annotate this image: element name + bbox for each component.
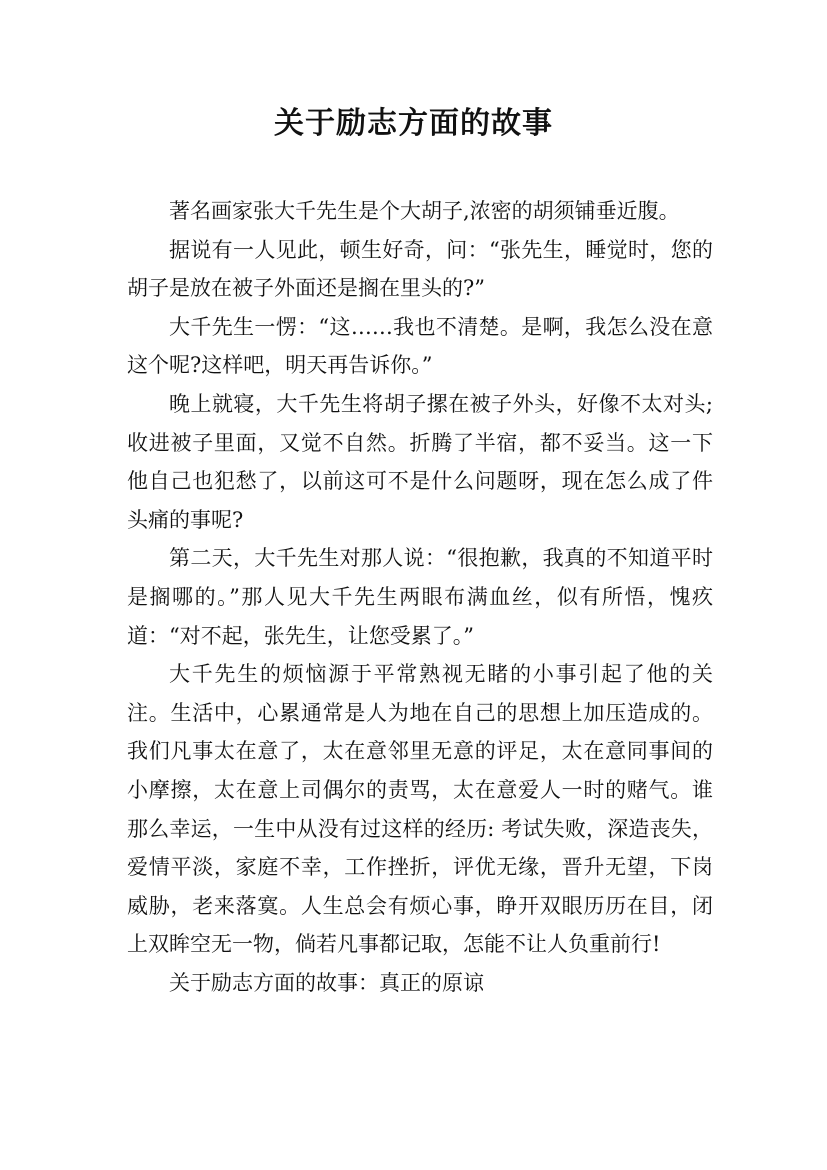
paragraph: 第二天，大千先生对那人说：“很抱歉，我真的不知道平时是搁哪的。”那人见大千先生两眼布满血丝，似有所悟，愧疚道：“对不起，张先生，让您受累了。” (127, 546, 713, 648)
paragraph: 据说有一人见此，顿生好奇，问：“张先生，睡觉时，您的胡子是放在被子外面还是搁在里头的?” (127, 237, 713, 301)
document-title: 关于励志方面的故事 (274, 106, 553, 141)
paragraph: 大千先生的烦恼源于平常熟视无睹的小事引起了他的关注。生活中，心累通常是人为地在自己的思想上加压造成的。我们凡事太在意了，太在意邻里无意的评足，太在意同事间的小摩擦，太在意上司偶尔的责骂，太在意爱人一时的赌气。谁那么幸运，一生中从没有过这样的经历: 考试失败，深造丧失，爱情平淡，家庭不幸，工作挫折，评优无缘，晋升无望，下岗威胁，老来落寞。人生总会有烦心事，睁开双眼历历在目，闭上双眸空无一物，倘若凡事都记取，怎能不让人负重前行! (127, 662, 713, 957)
paragraph: 晚上就寝，大千先生将胡子摞在被子外头，好像不太对头;收进被子里面，又觉不自然。折腾了半宿，都不妥当。这一下他自己也犯愁了，以前这可不是什么问题呀，现在怎么成了件头痛的事呢? (127, 391, 713, 532)
document-body (127, 192, 713, 1002)
section-heading: 关于励志方面的故事：真正的原谅 (169, 970, 484, 995)
paragraph: 大千先生一愣：“这……我也不清楚。是啊，我怎么没在意这个呢?这样吧，明天再告诉你。” (127, 314, 713, 378)
paragraph: 著名画家张大千先生是个大胡子,浓密的胡须铺垂近腹。 (169, 199, 680, 223)
